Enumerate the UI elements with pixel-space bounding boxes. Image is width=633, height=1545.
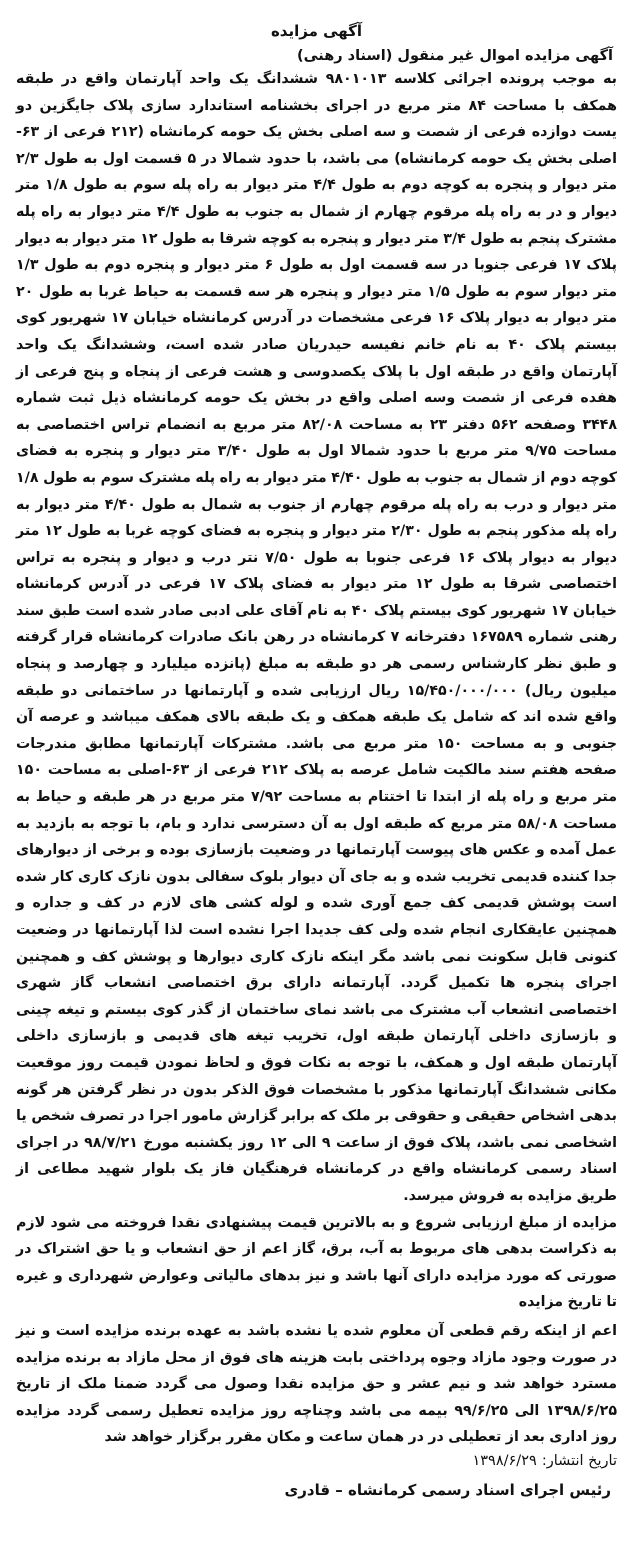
notice-paragraph-main: به موجب پرونده اجرائی کلاسه ۹۸۰۱۰۱۳ ششدانگ یک واحد آپارتمان واقع در طبقه همکف با مساحت ۸۴ متر مربع در اجرای بخشنامه استاندارد سازی پلاک جایگزین دو یست دوازده فرعی از شصت و سه اصلی بخش یک حومه کرمانشاه (۲۱۲ فرعی از ۶۳-اصلی بخش یک حومه کرمانشاه) می باشد، با حدود شمالا در ۵ قسمت اول به طول ۲/۳ متر دیوار و پنجره به کوچه دوم به طول ۴/۴ متر دیوار به راه پله سوم به طول ۱/۸ متر دیوار و در به راه پله مرقوم چهارم از شمال به جنوب به طول ۴/۴ متر دیوار به راه پله مشترک پنجم به طول ۳/۴ متر دیوار و پنجره به کوچه شرقا به طول ۱۲ متر دیوار به دیوار پلاک ۱۷ فرعی جنوبا در سه قسمت اول به طول ۶ متر دیوار و پنجره دوم به طول ۱/۳ متر دیوار سوم به طول ۱/۵ متر دیوار و پنجره هر سه قسمت به حیاط غربا به طول ۲۰ متر دیوار به دیوار پلاک ۱۶ فرعی مشخصات در آدرس کرمانشاه خیابان ۱۷ شهریور کوی بیستم پلاک ۴۰ به نام خانم نفیسه حیدریان صادر شده است، وششدانگ یک واحد آپارتمان واقع در طبقه اول با پلاک یکصدوسی و هشت فرعی از پنجاه و پنج فرعی از هفده فرعی از شصت وسه اصلی واقع در بخش یک حومه کرمانشاه ذیل ثبت شماره ۳۴۴۸ وصفحه ۵۶۲ دفتر ۲۳ به مساحت ۸۲/۰۸ متر مربع به انضمام تراس اختصاصی به مساحت ۹/۷۵ متر مربع با حدود شمالا اول به طول ۳/۴۰ متر دیوار و پنجره به فضای کوچه دوم از شمال به جنوب به طول ۴/۴۰ متر دیوار به راه پله مشترک سوم به طول ۱/۸ متر دیوار و درب به راه پله مرقوم چهارم از جنوب به شمال به طول ۴/۴۰ متر دیوار به راه پله مذکور پنجم به طول ۲/۳۰ متر دیوار و پنجره به فضای کوچه غربا به طول ۱۲ متر دیوار به دیوار پلاک ۱۶ فرعی جنوبا به طول ۷/۵۰ نتر درب و دیوار و پنجره به تراس اختصاصی شرقا به طول ۱۲ متر دیوار به فضای پلاک ۱۷ فرعی در آدرس کرمانشاه خیابان ۱۷ شهریور کوی بیستم پلاک ۴۰ به نام آقای علی ادبی صادر شده است طبق سند رهنی شماره ۱۶۷۵۸۹ دفترخانه ۷ کرمانشاه در رهن بانک صادرات کرمانشاه قرار گرفته و طبق نظر کارشناس رسمی هر دو طبقه به مبلغ (پانزده میلیارد و چهارصد و پنجاه میلیون ریال) ۱۵/۴۵۰/۰۰۰/۰۰۰ ریال ارزیابی شده و آپارتمانها در ساختمانی دو طبقه واقع شده اند که شامل یک طبقه همکف و یک طبقه بالای همکف میباشد و عرصه آن جنوبی و به مساحت ۱۵۰ متر مربع می باشد. مشترکات آپارتمانها مطابق مندرجات صفحه هفتم سند مالکیت شامل عرصه به پلاک ۲۱۲ فرعی از ۶۳-اصلی به مساحت ۱۵۰ متر مربع و راه پله از ابتدا تا اختتام به مساحت ۷/۹۲ متر مربع در هر طبقه و حیاط به مساحت ۵۸/۰۸ متر مربع که طبقه اول به آن دسترسی ندارد و بام، با توجه به بازدید به عمل آمده و عکس های پیوست آپارتمانها در وضعیت بازسازی بوده و برخی از دیوارهای جدا کننده قدیمی تخریب شده و به جای آن دیوار بلوک سفالی بدون نازک کاری کار شده است پوشش قدیمی کف جمع آوری شده و لوله کشی های لازم در کف و جداره و همچنین عایقکاری انجام شده ولی کف جدیدا اجرا نشده است لذا آپارتمانها در وضعیت کنونی قابل سکونت نمی باشد مگر اینکه نازک کاری دیوارها و پوشش کف و همچنین اجرای پنجره ها تکمیل گردد. آپارتمانه دارای برق اختصاصی انشعاب گاز شهری اختصاصی انشعاب آب مشترک می باشد نمای ساختمان از گذر کوی بیستم و تیغه چینی و بازسازی داخلی آپارتمان طبقه اول، تخریب تیغه های قدیمی و بازسازی داخلی آپارتمان طبقه اول و همکف، با توجه به نکات فوق و لحاظ نمودن قیمت روز موقعیت مکانی ششدانگ آپارتمانها مذکور با مشخصات فوق الذکر بدون در نظر گرفتن هر گونه بدهی اشخاص حقیقی و حقوقی بر ملک که برابر گزارش مامور اجرا در تصرف شخص یا اشخاصی نمی باشد، پلاک فوق از ساعت ۹ الی ۱۲ روز یکشنبه مورخ ۹۸/۷/۲۱ در اجرای اسناد رسمی کرمانشاه واقع در کرمانشاه فرهنگیان فاز یک بلوار شهید مطاعی از طریق مزایده به فروش میرسد. <box>16 71 618 1204</box>
notice-signature: رئیس اجرای اسناد رسمی کرمانشاه – قادری <box>284 1480 611 1499</box>
publication-date-value: ۱۳۹۸/۶/۲۹ <box>472 1452 537 1469</box>
notice-paragraph-terms: مزایده از مبلغ ارزیابی شروع و به بالاترین قیمت پیشنهادی نقدا فروخته می شود لازم به ذکراست بدهی های مربوط به آب، برق، گاز اعم از حق انشعاب و یا حق اشتراک در صورتی که مورد مزایده دارای آنها باشد و نیز بدهای مالیاتی وعوارض شهرداری و غیره تا تاریخ مزایده <box>16 1214 617 1311</box>
publication-date <box>16 1453 617 1469</box>
notice-subtitle: آگهی مزایده اموال غیر منقول (اسناد رهنی) <box>297 48 613 64</box>
publication-date-label: تاریخ انتشار: <box>541 1452 617 1469</box>
notice-title: آگهی مزایده <box>270 22 363 40</box>
notice-paragraph-conditions: اعم از اینکه رقم قطعی آن معلوم شده یا نشده باشد به عهده برنده مزایده است و نیز در صورت وجود مازاد وجوه پرداختی بابت هزینه های فوق از محل مازاد به برنده مزایده مسترد خواهد شد و نیم عشر و حق مزایده نقدا وصول می گردد ضمنا ملک از تاریخ ۱۳۹۸/۶/۲۵ الی ۹۹/۶/۲۵ بیمه می باشد وچناچه روز مزایده تعطیل رسمی گردد مزایده روز اداری بعد از تعطیلی در در همان ساعت و مکان مقرر برگزار خواهد شد <box>16 1322 617 1446</box>
